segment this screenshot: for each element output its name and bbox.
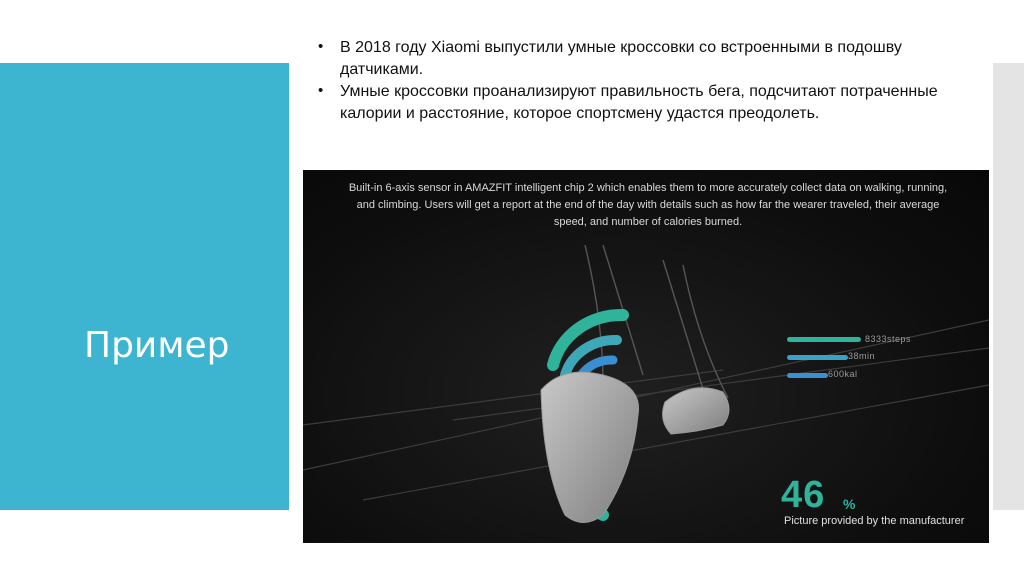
motion-lines	[303, 320, 989, 500]
bullet-marker: •	[318, 38, 324, 55]
progress-percent: 46	[781, 474, 826, 516]
product-photo	[303, 170, 989, 543]
bullet-item	[318, 37, 958, 81]
percent-sign: %	[843, 496, 856, 512]
bullet-list	[318, 37, 958, 125]
bullet-item	[318, 81, 958, 125]
photo-caption: Built-in 6-axis sensor in AMAZFIT intelligent chip 2 which enables them to more accurately collect data on walking, running, and climbing. Users will get a report at the end of the day with details such as how far the wearer traveled, their average speed, and number of calories burned.	[348, 182, 948, 228]
steps-label: 8333steps	[865, 334, 912, 344]
decorative-side-strip	[993, 63, 1024, 510]
minutes-label: 38min	[848, 351, 876, 361]
photo-credit: Picture provided by the manufacturer	[784, 515, 965, 527]
title-panel	[0, 63, 289, 510]
bullet-text: В 2018 году Xiaomi выпустили умные кроссовки со встроенными в подошву датчиками.	[340, 39, 902, 78]
stat-bar	[787, 337, 861, 342]
bullet-text: Умные кроссовки проанализируют правильность бега, подсчитают потраченные калории и расстояние, которое спортсмену удастся преодолеть.	[340, 83, 938, 122]
bullet-marker: •	[318, 82, 324, 99]
stat-bar	[787, 355, 848, 360]
back-shoe	[663, 388, 729, 434]
calories-label: 600kal	[828, 369, 858, 379]
stat-bar	[787, 373, 828, 378]
slide-title: Пример	[84, 325, 230, 366]
front-shoe	[541, 372, 639, 522]
